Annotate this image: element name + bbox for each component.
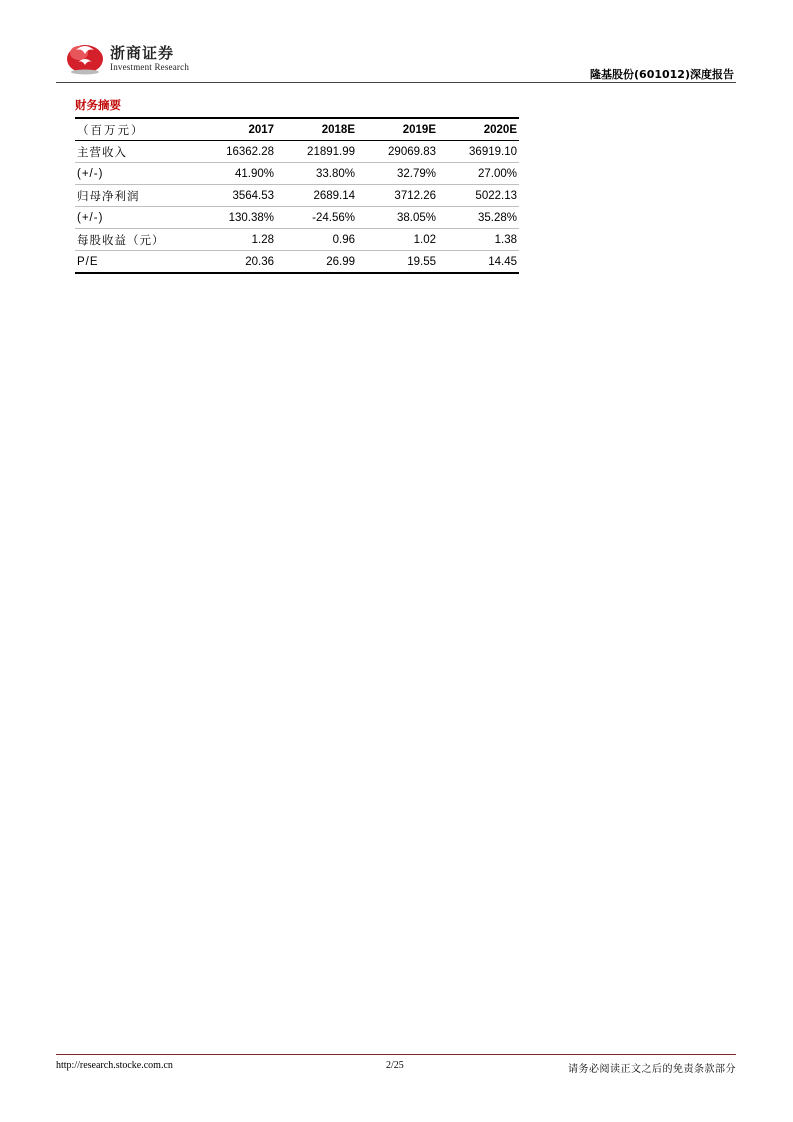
logo-text-cn: 浙商证券: [110, 44, 175, 62]
table-cell: 19.55: [357, 251, 438, 274]
page-number: 2/25: [386, 1060, 404, 1071]
zheshang-logo-icon: [64, 38, 106, 76]
table-cell: 41.90%: [195, 163, 276, 185]
table-cell: 0.96: [276, 229, 357, 251]
table-cell: 36919.10: [438, 141, 519, 163]
row-label: P/E: [75, 251, 195, 274]
table-row: [75, 185, 519, 207]
table-cell: 27.00%: [438, 163, 519, 185]
table-cell: 38.05%: [357, 207, 438, 229]
report-title: 隆基股份(601012)深度报告: [590, 68, 734, 81]
table-cell: 21891.99: [276, 141, 357, 163]
footer-divider: [56, 1054, 736, 1055]
column-header: 2020E: [438, 118, 519, 141]
table-cell: 1.28: [195, 229, 276, 251]
table-cell: 32.79%: [357, 163, 438, 185]
logo-text-en: Investment Research: [110, 62, 190, 72]
row-label: (+/-): [75, 163, 195, 185]
table-header-row: [75, 118, 519, 141]
footer-url-link[interactable]: http://research.stocke.com.cn: [56, 1060, 173, 1071]
column-header: 2019E: [357, 118, 438, 141]
row-label: 归母净利润: [75, 185, 195, 207]
table-cell: 35.28%: [438, 207, 519, 229]
table-cell: 14.45: [438, 251, 519, 274]
table-row: [75, 251, 519, 274]
table-cell: 29069.83: [357, 141, 438, 163]
page-header: [56, 34, 736, 84]
column-header: 2018E: [276, 118, 357, 141]
table-cell: 130.38%: [195, 207, 276, 229]
table-row: [75, 207, 519, 229]
table-cell: 20.36: [195, 251, 276, 274]
disclaimer-note: 请务必阅读正文之后的免责条款部分: [568, 1064, 736, 1075]
table-cell: 26.99: [276, 251, 357, 274]
table-cell: 1.38: [438, 229, 519, 251]
row-label: 主营收入: [75, 141, 195, 163]
row-label: 每股收益（元）: [75, 229, 195, 251]
table-cell: 2689.14: [276, 185, 357, 207]
table-cell: 33.80%: [276, 163, 357, 185]
section-title: 财务摘要: [75, 98, 121, 112]
table-cell: 1.02: [357, 229, 438, 251]
table-row: [75, 229, 519, 251]
table-cell: 3564.53: [195, 185, 276, 207]
table-cell: 16362.28: [195, 141, 276, 163]
table-row: [75, 163, 519, 185]
column-header: 2017: [195, 118, 276, 141]
unit-label: （百万元）: [75, 118, 195, 141]
row-label: (+/-): [75, 207, 195, 229]
financial-summary-table: [75, 117, 519, 274]
header-divider: [56, 82, 736, 83]
table-cell: -24.56%: [276, 207, 357, 229]
table-cell: 5022.13: [438, 185, 519, 207]
table-cell: 3712.26: [357, 185, 438, 207]
table-row: [75, 141, 519, 163]
